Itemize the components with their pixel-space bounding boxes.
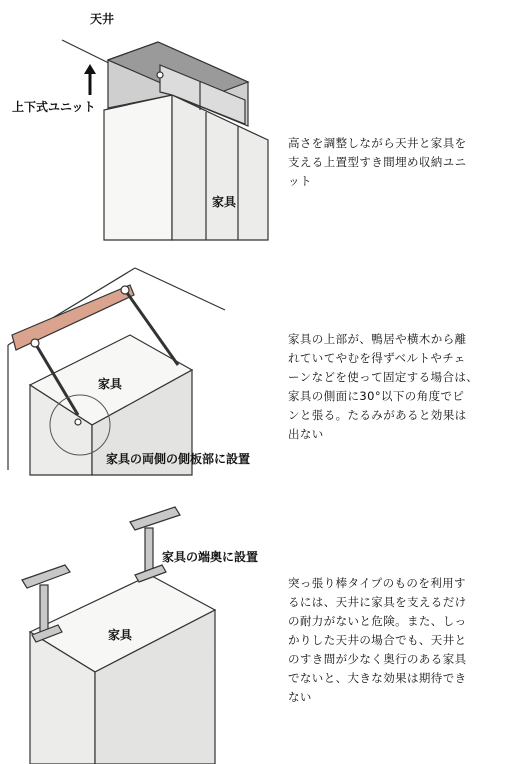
label-furniture: 家具 (212, 195, 237, 209)
description-1: 高さを調整しながら天井と家具を 支える上置型すき間埋め収納ユニ ット (288, 136, 467, 188)
tension-rod (40, 585, 48, 635)
label-unit: 上下式ユニット (12, 100, 96, 114)
description-2: 家具の上部が、鴨居や横木から離 れていてやむを得ずベルトやチェ ーンなどを使って固定する場合は、 家具の側面に30°以下の角度でピ ンと張る。たるみがあると効果は 出ない (288, 332, 479, 441)
up-arrow-head-icon (84, 64, 96, 74)
label-ceiling: 天井 (90, 12, 115, 26)
label-furniture: 家具 (108, 628, 133, 642)
label-install-sides: 家具の両側の側板部に設置 (106, 452, 251, 466)
description-3: 突っ張り棒タイプのものを利用す るには、天井に家具を支えるだけ の耐力がないと危険。また、しっ かりした天井の場合でも、天井と のすき間が少なく奥行のある家具 でないと、大きな効果は期待でき ない (288, 576, 467, 704)
label-install-back: 家具の端奥に設置 (162, 550, 259, 564)
belt-anchor-point (121, 286, 129, 294)
belt-anchor-point (75, 419, 81, 425)
wall-line (135, 268, 225, 310)
rod-top-plate (130, 507, 180, 530)
tension-rod (145, 528, 153, 573)
label-furniture: 家具 (98, 377, 123, 391)
figure-ceiling-unit (62, 40, 268, 240)
belt-anchor-point (31, 339, 39, 347)
furniture-front-face (172, 95, 268, 240)
figure-belt-anchor (8, 268, 225, 475)
unit-knob (157, 72, 163, 78)
lintel-rail (12, 285, 134, 350)
furniture-side-face (104, 95, 172, 240)
